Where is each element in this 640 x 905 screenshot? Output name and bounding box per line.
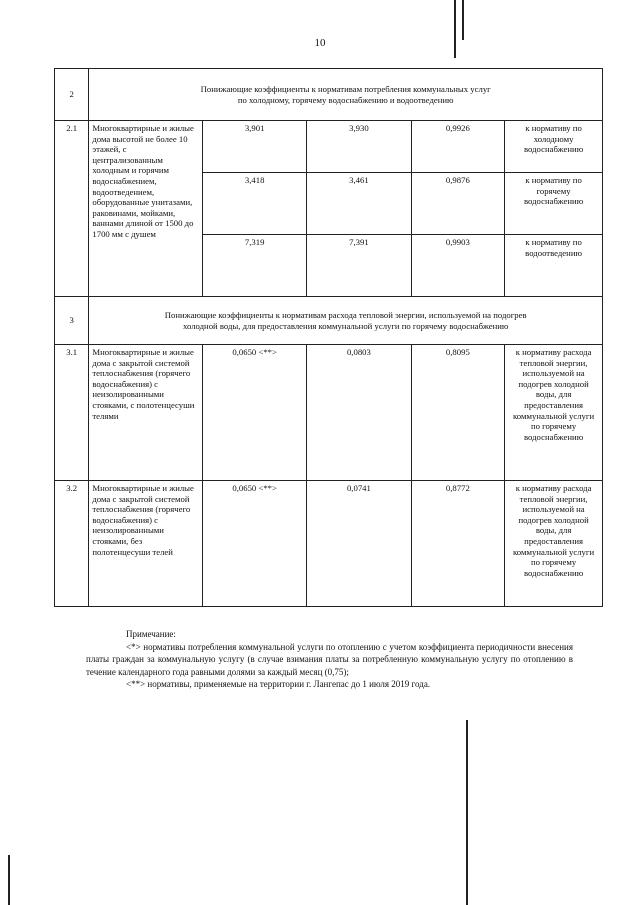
notes-title: Примечание: xyxy=(126,629,176,639)
value-cell: 3,461 xyxy=(307,173,411,235)
table-row xyxy=(55,121,603,173)
note-cell: к нормативу по холодному водоснабжению xyxy=(505,121,603,173)
value-cell: 3,930 xyxy=(307,121,411,173)
row-description: Многоквартирные и жилые дома с закрытой системой теплоснабжения (горячего водоснабжения) с неизолированными стояками, без полотенцесуши телей xyxy=(89,481,203,607)
scan-artifact-line xyxy=(8,855,10,905)
note-cell: к нормативу по горячему водоснабжению xyxy=(505,173,603,235)
value-cell: 0,0650 <**> xyxy=(203,345,307,481)
row-number: 3.2 xyxy=(55,481,89,607)
scan-artifact-line xyxy=(466,720,468,905)
note-cell: к нормативу расхода тепловой энергии, используемой на подогрев холодной воды, для предоставления коммунальной услуги по горячему водоснабжению xyxy=(505,481,603,607)
norms-table xyxy=(54,68,603,607)
page-number: 10 xyxy=(314,37,326,49)
coefficient-cell: 0,8095 xyxy=(411,345,505,481)
value-cell: 3,901 xyxy=(203,121,307,173)
coefficient-cell: 0,9903 xyxy=(411,235,505,297)
section-title-line: Понижающие коэффициенты к нормативам расхода тепловой энергии, используемой на подогрев xyxy=(164,309,527,320)
scan-artifact-line xyxy=(462,0,464,40)
table-row xyxy=(55,345,603,481)
row-description: Многоквартирные и жилые дома с закрытой системой теплоснабжения (горячего водоснабжения) с неизолированными стояками, с полотенцесуши телями xyxy=(89,345,203,481)
section-title xyxy=(89,297,603,345)
scan-artifact-line xyxy=(454,0,456,58)
note-cell: к нормативу расхода тепловой энергии, используемой на подогрев холодной воды, для предоставления коммунальной услуги по горячему водоснабжению xyxy=(505,345,603,481)
coefficient-cell: 0,8772 xyxy=(411,481,505,607)
value-cell: 0,0803 xyxy=(307,345,411,481)
section-header-row xyxy=(55,297,603,345)
value-cell: 0,0741 xyxy=(307,481,411,607)
value-cell: 3,418 xyxy=(203,173,307,235)
coefficient-cell: 0,9876 xyxy=(411,173,505,235)
section-number: 2 xyxy=(55,69,89,121)
notes-block xyxy=(86,628,573,691)
section-title-line: Понижающие коэффициенты к нормативам потребления коммунальных услуг xyxy=(200,83,491,94)
section-title-line: по холодному, горячему водоснабжению и водоотведению xyxy=(237,94,454,105)
value-cell: 0,0650 <**> xyxy=(203,481,307,607)
section-header-row xyxy=(55,69,603,121)
value-cell: 7,319 xyxy=(203,235,307,297)
section-title-line: холодной воды, для предоставления коммунальной услуги по горячему водоснабжению xyxy=(182,320,509,331)
value-cell: 7,391 xyxy=(307,235,411,297)
note-item: <*> нормативы потребления коммунальной услуги по отоплению с учетом коэффициента периодичности внесения платы граждан за коммунальную услугу (в случае взимания платы за потребленную коммунальную услугу по отоплению в течение календарного года равными долями за каждый месяц (0,75); xyxy=(86,641,573,677)
note-item: <**> нормативы, применяемые на территории г. Лангепас до 1 июля 2019 года. xyxy=(126,679,431,690)
row-description: Многоквартирные и жилые дома высотой не более 10 этажей, с централизованным холодным и горячим водоснабжением, водоотведением, оборудованные унитазами, раковинами, мойками, ваннами длиной от 1500 до 1700 мм с душем xyxy=(89,121,203,297)
row-number: 3.1 xyxy=(55,345,89,481)
section-number: 3 xyxy=(55,297,89,345)
table-row xyxy=(55,481,603,607)
note-cell: к нормативу по водоотведению xyxy=(505,235,603,297)
row-number: 2.1 xyxy=(55,121,89,297)
section-title xyxy=(89,69,603,121)
coefficient-cell: 0,9926 xyxy=(411,121,505,173)
